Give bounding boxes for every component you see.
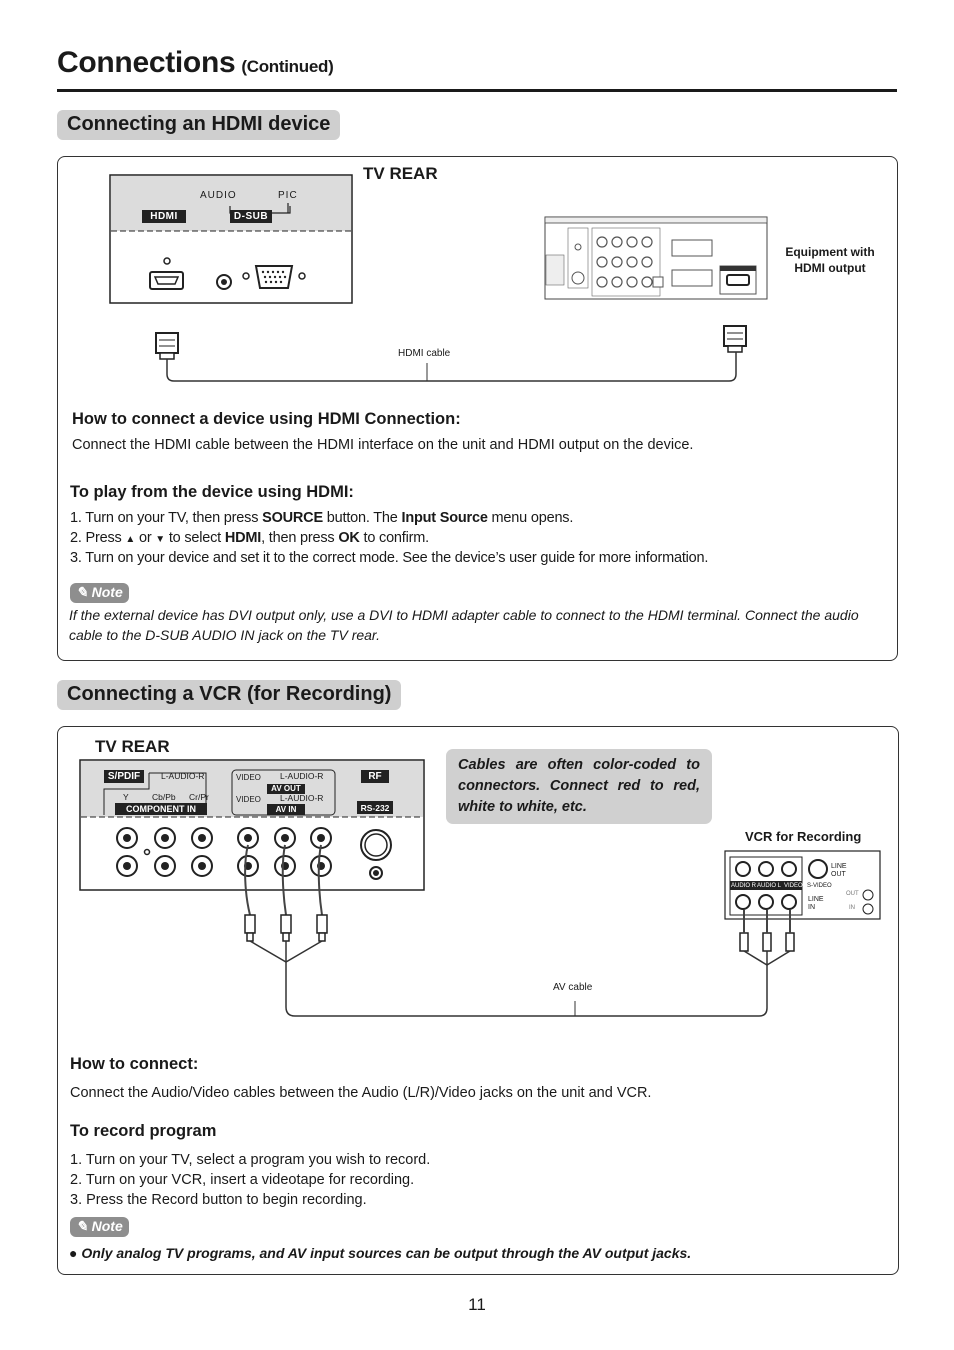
- vcr-note-badge: ✎ Note: [70, 1217, 129, 1237]
- hdmi-plug-icon-right: [724, 326, 746, 352]
- page-title: Connections (Continued): [57, 46, 334, 79]
- hdmi-section-heading: Connecting an HDMI device: [57, 110, 340, 140]
- vcr-out-label: OUT: [846, 891, 859, 897]
- pencil-icon: ✎: [76, 584, 88, 600]
- l-audio-r-label-1: L-AUDIO-R: [161, 771, 205, 781]
- vcr-audio-r-label: AUDIO R: [731, 883, 757, 889]
- vcr-how-heading: How to connect:: [70, 1055, 199, 1073]
- av-cable-line: [286, 962, 767, 1016]
- hdmi-note-badge: ✎ Note: [70, 583, 129, 603]
- vcr-line-out-label: LINE OUT: [831, 863, 847, 878]
- vcr-in-label: IN: [849, 905, 855, 911]
- l-audio-r-label-3: L-AUDIO-R: [280, 793, 324, 803]
- vcr-record-step-3: 3. Press the Record button to begin recording.: [70, 1192, 367, 1208]
- hdmi-step-2: 2. Press ▲ or ▼ to select HDMI, then press OK to confirm.: [70, 530, 429, 546]
- page-title-suffix: (Continued): [241, 57, 334, 76]
- color-code-callout: Cables are often color-coded to connectors. Connect red to red, white to white, etc.: [446, 749, 712, 824]
- pencil-icon: ✎: [76, 1218, 88, 1234]
- cr-label: Cr/Pr: [189, 792, 209, 802]
- vcr-record-step-2: 2. Turn on your VCR, insert a videotape for recording.: [70, 1172, 415, 1188]
- vcr-tv-rear-label: TV REAR: [95, 737, 170, 756]
- video-label-1: VIDEO: [236, 773, 261, 782]
- hdmi-plug-icon-left: [156, 333, 178, 359]
- panel-audio-label: AUDIO: [200, 190, 237, 201]
- up-arrow-icon: ▲: [125, 534, 136, 545]
- spdif-label: S/PDIF: [107, 771, 141, 782]
- vcr-record-heading: To record program: [70, 1122, 217, 1140]
- vcr-section-heading: Connecting a VCR (for Recording): [57, 680, 401, 710]
- hdmi-cable-label: HDMI cable: [398, 348, 451, 359]
- video-label-2: VIDEO: [236, 795, 261, 804]
- rca-plug-icon-tv: [245, 915, 327, 941]
- vcr-how-text: Connect the Audio/Video cables between the Audio (L/R)/Video jacks on the unit and VCR.: [70, 1085, 652, 1101]
- av-cable-label: AV cable: [553, 982, 593, 993]
- vcr-note-text: ● Only analog TV programs, and AV input sources can be output through the AV output jacks.: [69, 1245, 692, 1261]
- equipment-label-line2: HDMI output: [794, 261, 866, 275]
- hdmi-step-1: 1. Turn on your TV, then press SOURCE button. The Input Source menu opens.: [70, 510, 574, 526]
- hdmi-how-text: Connect the HDMI cable between the HDMI interface on the unit and HDMI output on the device.: [72, 437, 694, 453]
- hdmi-port-label: HDMI: [150, 211, 178, 222]
- down-arrow-icon: ▼: [155, 534, 165, 545]
- hdmi-cable-line: [167, 352, 736, 381]
- vcr-record-step-1: 1. Turn on your TV, select a program you wish to record.: [70, 1152, 431, 1168]
- l-audio-r-label-2: L-AUDIO-R: [280, 771, 324, 781]
- av-out-label: AV OUT: [271, 784, 301, 793]
- vcr-video-label: VIDEO: [784, 883, 803, 889]
- vcr-svideo-label: S-VIDEO: [807, 883, 832, 889]
- hdmi-play-heading: To play from the device using HDMI:: [70, 483, 354, 501]
- vcr-for-recording-label: VCR for Recording: [745, 829, 862, 844]
- equipment-label-line1: Equipment with: [785, 245, 875, 259]
- av-in-label: AV IN: [275, 805, 297, 814]
- title-rule: [57, 89, 897, 92]
- bullet-icon: ●: [69, 1245, 82, 1261]
- y-label: Y: [123, 792, 129, 802]
- dsub-port-label: D-SUB: [233, 211, 269, 222]
- hdmi-how-heading: How to connect a device using HDMI Connection:: [72, 410, 461, 428]
- component-in-label: COMPONENT IN: [125, 804, 196, 814]
- page-number: 11: [468, 1295, 486, 1314]
- panel-pic-label: PIC: [278, 190, 298, 201]
- hdmi-connection-diagram: [100, 170, 890, 385]
- hdmi-equipment-label: [770, 244, 890, 276]
- vcr-audio-l-label: AUDIO L: [757, 883, 782, 889]
- rf-label: RF: [368, 771, 382, 782]
- hdmi-note-text: If the external device has DVI output only, use a DVI to HDMI adapter cable to connect to the HDMI terminal. Connect the audio cable to the D-SUB AUDIO IN jack on the TV rear.: [69, 607, 859, 643]
- cb-label: Cb/Pb: [152, 792, 176, 802]
- rs232-label: RS-232: [360, 803, 390, 813]
- hdmi-tv-rear-label: TV REAR: [363, 164, 438, 183]
- hdmi-step-3: 3. Turn on your device and set it to the correct mode. See the device’s user guide for more information.: [70, 550, 709, 566]
- rca-plug-icon-vcr: [740, 933, 794, 951]
- vcr-line-in-label: LINE IN: [808, 896, 824, 911]
- hdmi-source-equipment: [545, 217, 767, 299]
